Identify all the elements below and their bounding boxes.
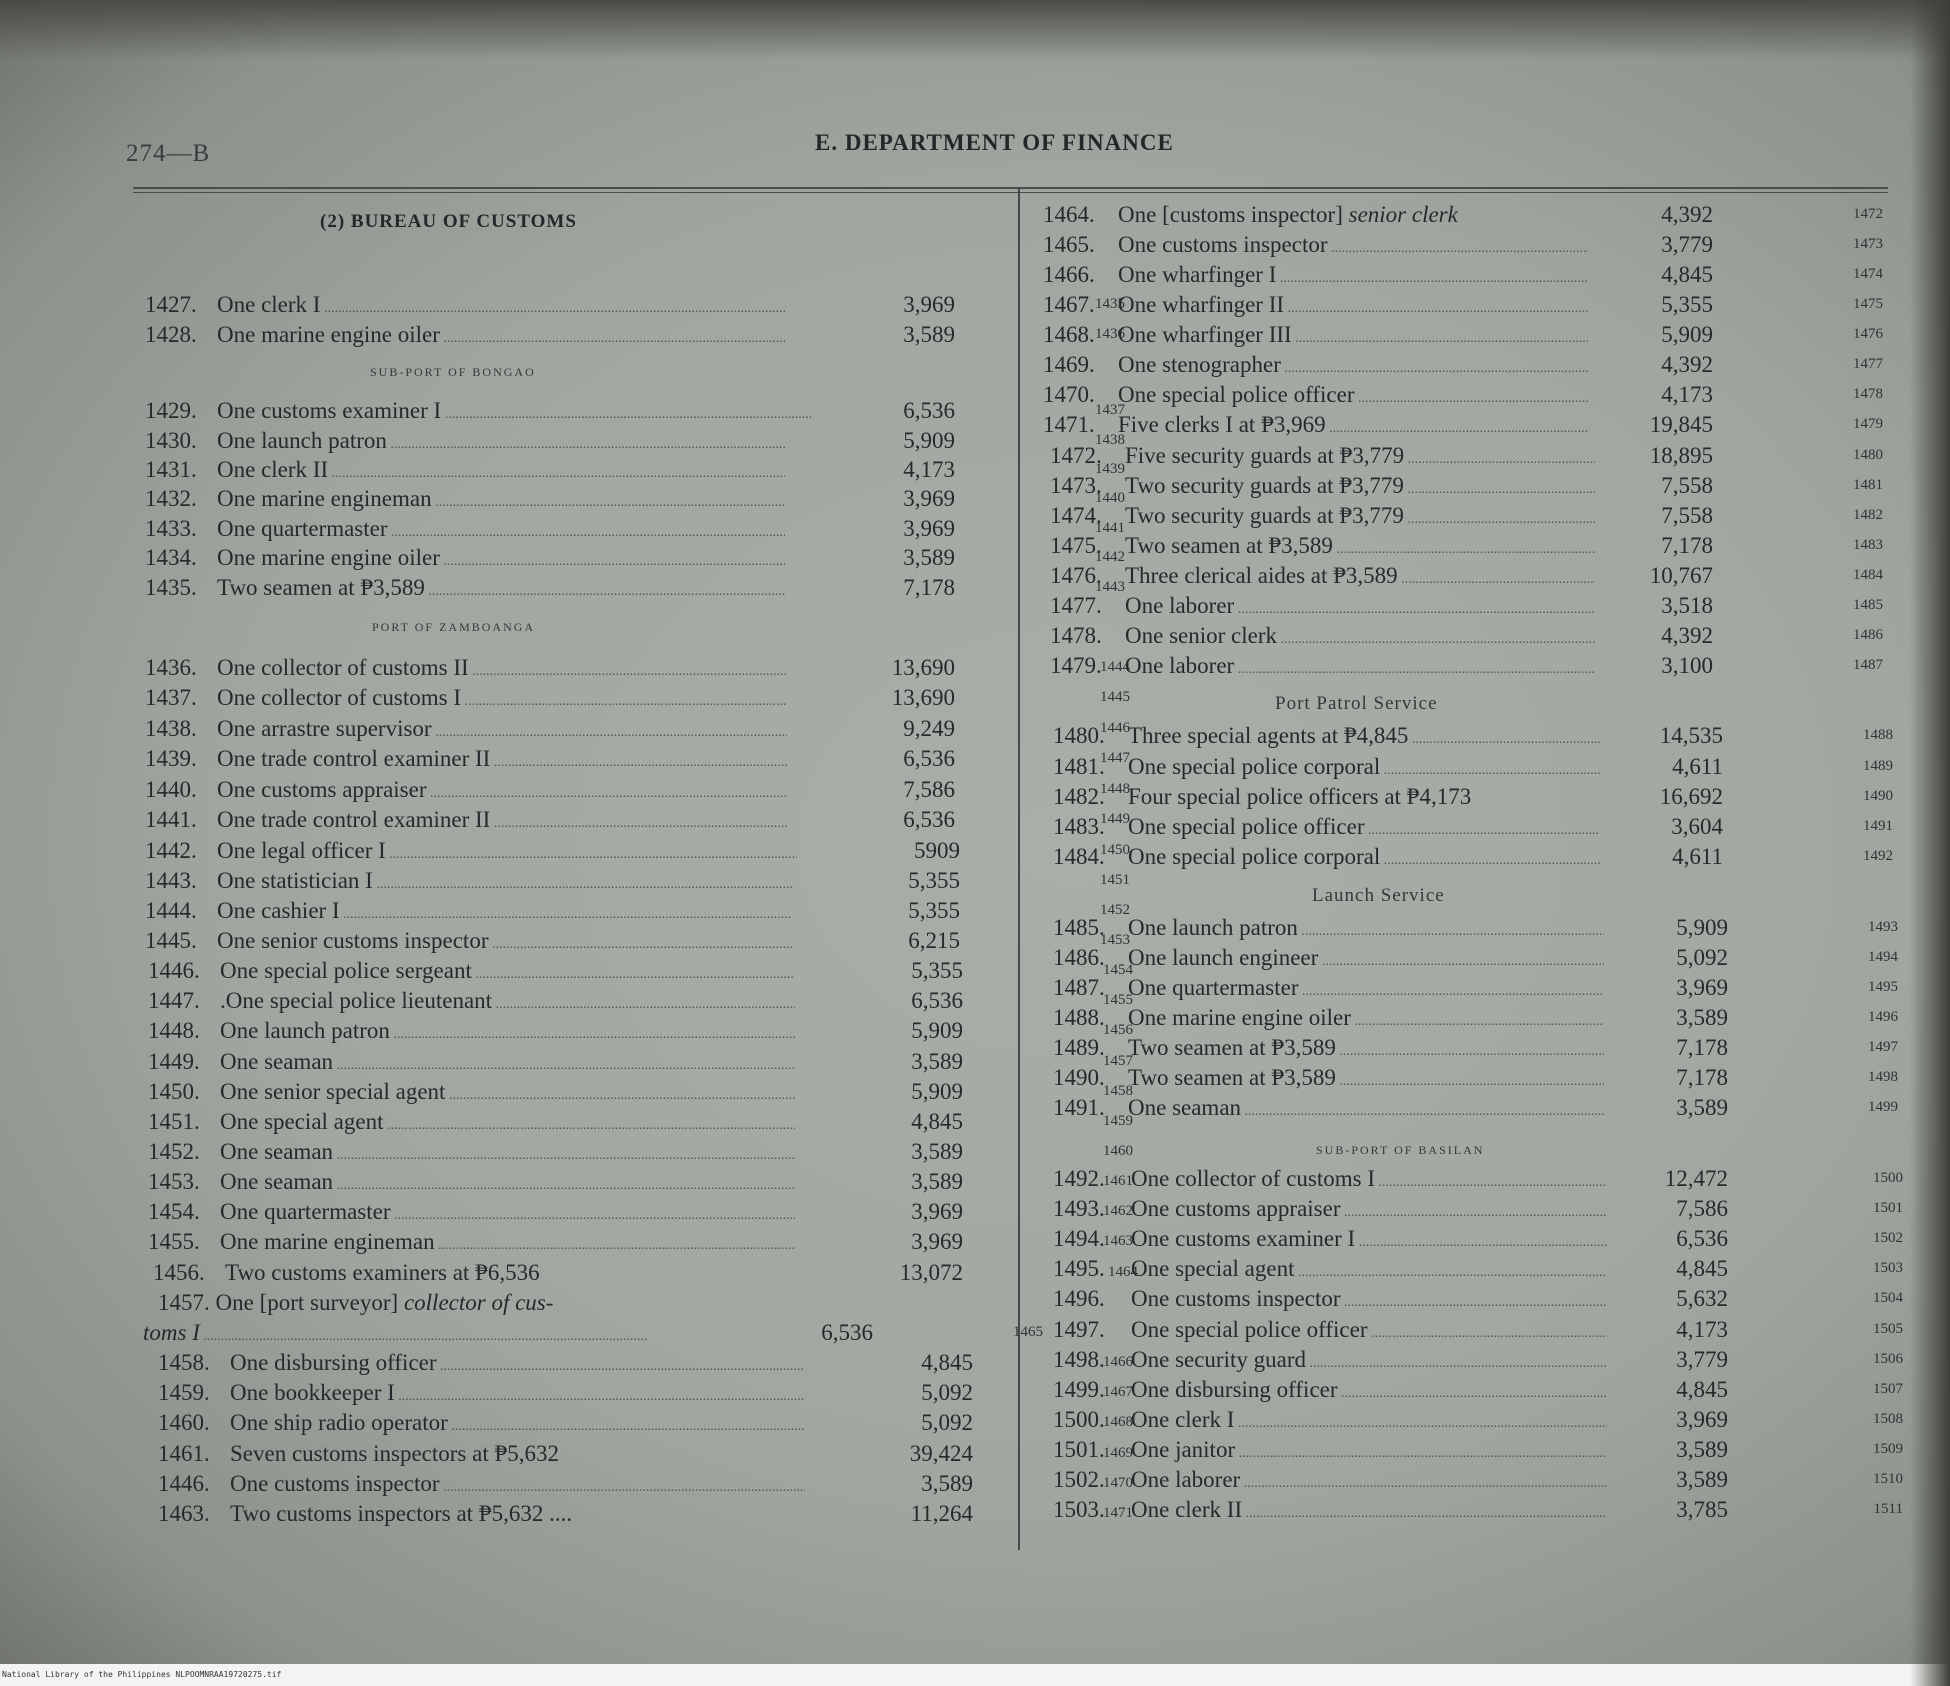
row-continuation: 1457. One [port surveyor] collector of cus- bbox=[158, 1290, 554, 1315]
subheading-basilan: SUB-PORT OF BASILAN bbox=[1316, 1143, 1485, 1157]
subheading-zamboanga: PORT OF ZAMBOANGA bbox=[372, 620, 536, 634]
scan-footer: National Library of the Philippines NLPOOMNRAA19720275.tif bbox=[0, 1664, 1950, 1686]
page-number: 274—B bbox=[126, 140, 211, 167]
header-rule bbox=[133, 187, 1888, 189]
document-page: 274—B E. DEPARTMENT OF FINANCE (2) BUREAU OF CUSTOMS 1427. One clerk I ..... 3,969 1435 1428. One marine engine oiler ..... 3,589 1436 SUB-PORT OF BONGAO 1429. One customs examiner I ..... 6,536 1437 1430. One launch patron ..... 5,909 1438 1431. One clerk II ..... 4,173 1439 1432. One marine engineman ..... 3,969 1440 1433. One quartermaster ..... 3,969 1441 1434. One marine engine oiler ..... 3,589 1442 1435. Two seamen at ₱3,589 ..... 7,178 1443 PORT OF ZAMBOANGA 1436. One collector of customs II ..... 13,690 1444 1437. One collector of customs I ..... 13,690 1445 1438. One arrastre supervisor ..... 9,249 1446 1439. One trade control examiner II ..... 6,536 1447 1440. One customs appraiser ..... 7,586 1448 1441. One trade control examiner II ..... 6,536 1449 1442. One legal officer I ..... 5909 1450 1443. One statistician I ..... 5,355 1451 1444. One cashier I ..... 5,355 1452 1445. One senior customs inspector ..... 6,215 1453 1446. One special police sergeant ..... 5,355 1454 1447. .One special police lieutenant ..... 6,536 1455 1448. One launch patron ..... 5,909 1456 1449. One seaman ..... 3,589 1457 1450. One senior special agent ..... 5,909 1458 1451. One special agent ..... 4,845 1459 1452. One seaman ..... 3,589 1460 1453. One seaman ..... 3,589 1461 1454. One quartermaster ..... 3,969 1462 1455. One marine engineman ..... 3,969 1463 1456. Two customs examiners at ₱6,536 13,072 1464 1457. One [port surveyor] collector of cus- toms I ..... 6,536 1465 1458. One disbursing officer ..... 4,845 1466 1459. One bookkeeper I ..... 5,092 1467 1460. One ship radio operator ..... 5,092 1468 1461. Seven customs inspectors at ₱5,632 39,424 1469 1446. One customs inspector ..... 3,589 1470 1463. Two customs inspectors at ₱5,632 .... 11,264 1471 1464. One [customs inspector] senior clerk 4,392 1472 1465. One customs inspector ..... 3,779 1473 1466. One wharfinger I ..... 4,845 1474 1467. One wharfinger II ..... 5,355 1475 1468. One wharfinger III ..... 5,909 1476 1469. One stenographer ..... 4,392 1477 1470. One special police officer ..... 4,173 1478 1471. Five clerks I at ₱3,969 ..... 19,845 1479 1472. Five security guards at ₱3,779 ..... 18,895 1480 1473. Two security guards at ₱3,779 ..... 7,558 1481 1474. Two security guards at ₱3,779 ..... 7,558 1482 1475. Two seamen at ₱3,589 ..... 7,178 1483 1476. Three clerical aides at ₱3,589 ..... 10,767 1484 1477. One laborer ..... 3,518 1485 1478. One senior clerk ..... 4,392 1486 1479. One laborer ..... 3,100 1487 Port Patrol Service 1480. Three special agents at ₱4,845 ..... 14,535 1488 1481. One special police corporal ..... 4,611 1489 1482. Four special police officers at ₱4,173 16,692 1490 1483. One special police officer ..... 3,604 1491 1484. One special police corporal ..... 4,611 1492 Launch Service 1485. One launch patron ..... 5,909 1493 1486. One launch engineer ..... 5,092 1494 1487. One quartermaster ..... 3,969 1495 1488. One marine engine oiler ..... 3,589 1496 1489. Two seamen at ₱3,589 ..... 7,178 1497 1490. Two seamen at ₱3,589 ..... 7,178 1498 1491. One seaman ..... 3,589 1499 SUB-PORT OF BASILAN 1492. One collector of customs I ..... 12,472 1500 1493. One customs appraiser ..... 7,586 1501 1494. One customs examiner I ..... 6,536 1502 1495. One special agent ..... 4,845 1503 1496. One customs inspector ..... 5,632 1504 1497. One special police officer ..... 4,173 1505 1498. One security guard ..... 3,779 1506 1499. One disbursing officer ..... 4,845 1507 1500. One clerk I ..... 3,969 1508 1501. One janitor ..... 3,589 1509 1502. One laborer ..... 3,589 1510 1503. One clerk II ..... 3,785 1511 National Library of the Philippines NLPOOMNRAA19720275.tif bbox=[0, 0, 1950, 1686]
column-divider bbox=[1018, 188, 1020, 1550]
section-title: (2) BUREAU OF CUSTOMS bbox=[320, 211, 577, 232]
subheading-bongao: SUB-PORT OF BONGAO bbox=[370, 365, 536, 379]
subheading-launch: Launch Service bbox=[1312, 885, 1445, 906]
header-rule-thin bbox=[133, 192, 1888, 193]
page-title: E. DEPARTMENT OF FINANCE bbox=[815, 130, 1174, 155]
subheading-port-patrol: Port Patrol Service bbox=[1275, 693, 1438, 714]
